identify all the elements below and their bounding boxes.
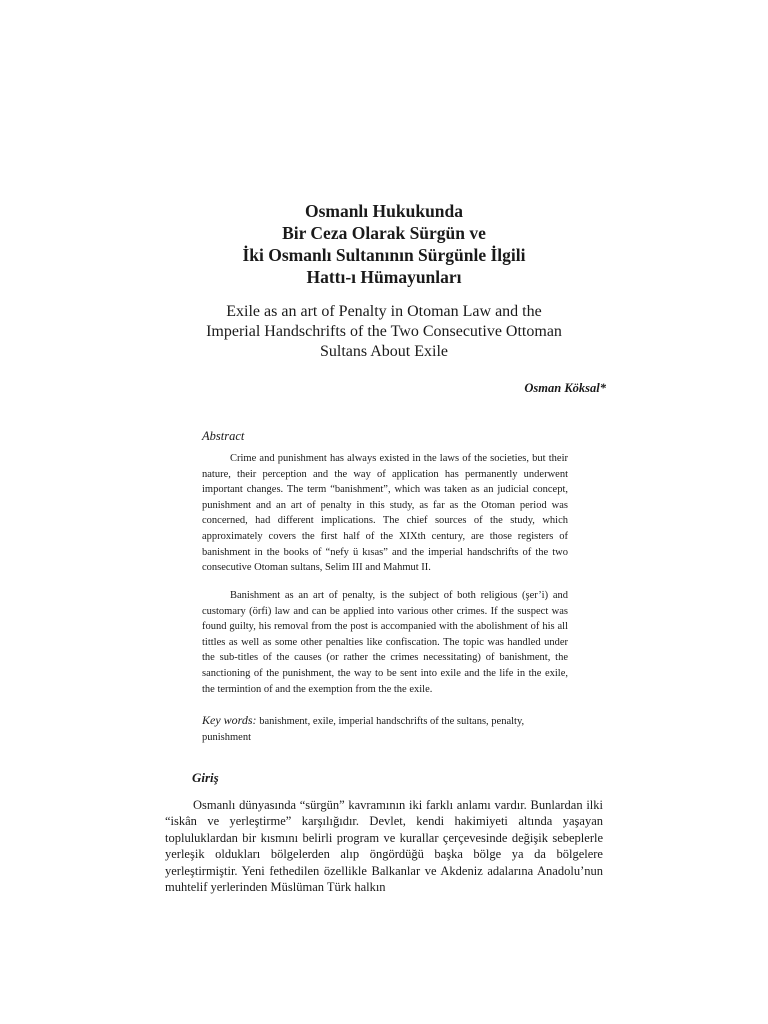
english-title: [160, 302, 608, 362]
turkish-title-line-3: İki Osmanlı Sultanının Sürgünle İlgili: [242, 245, 526, 265]
english-title-line-1: Exile as an art of Penalty in Otoman Law and the: [226, 303, 542, 320]
turkish-title-line-2: Bir Ceza Olarak Sürgün ve: [282, 223, 486, 243]
section-heading: Giriş: [192, 770, 219, 785]
keywords-text: banishment, exile, imperial handschrifts of the sultans, penalty, punishment: [202, 716, 525, 743]
turkish-title: [160, 200, 608, 288]
body-paragraph: Osmanlı dünyasında “sürgün” kavramının iki farklı anlamı vardır. Bunlardan ilki “iskân ve yerleştirme” karşılığıdır. Devlet, kendi hakimiyeti altında yaşayan topluluklardan bir kısmını belirli program ve kurallar çerçevesinde değişik sebeplerle yerleşik oldukları bölgelerden alıp öngördüğü başka bölge ya da bölgelere yerleştirmiştir. Yeni fethedilen özellikle Balkanlar ve Akdeniz adalarına Anadolu’nun muhtelif yerlerinden Müslüman Türk halkın: [165, 798, 603, 895]
abstract-heading: Abstract: [202, 429, 245, 443]
author-name: Osman Köksal*: [524, 381, 606, 395]
keywords: [202, 712, 568, 746]
keywords-label: Key words:: [202, 713, 257, 727]
english-title-line-2: Imperial Handschrifts of the Two Consecutive Ottoman: [206, 323, 562, 340]
turkish-title-line-1: Osmanlı Hukukunda: [304, 201, 464, 221]
abstract-paragraph-2: Banishment as an art of penalty, is the subject of both religious (şer’i) and customary (örfi) law and can be applied into various other crimes. If the suspect was found guilty, his removal from the post is accompanied with the abolishment of his all tittles as well as some other penalties like confiscation. The topic was handled under the sub-titles of the causes (or rather the crimes necessitating) of banishment, the sanctioning of the punishment, the way to be sent into exile and the life in the exile, the termintion of and the exemption from the the exile.: [202, 590, 568, 695]
abstract-paragraph-1: Crime and punishment has always existed in the laws of the societies, but their nature, their perception and the way of application has permanently underwent important changes. The term “banishment”, which was taken as an judicial concept, punishment and an art of penalty in this study, as far as the Otoman period was concerned, had different implications. The chief sources of the study, which approximately covers the first half of the XIXth century, are those registers of banishment in the books of “nefy ü kısas” and the imperial handschrifts of the two consecutive Otoman sultans, Selim III and Mahmut II.: [202, 453, 568, 574]
english-title-line-3: Sultans About Exile: [320, 343, 448, 360]
turkish-title-line-4: Hattı-ı Hümayunları: [306, 267, 462, 287]
